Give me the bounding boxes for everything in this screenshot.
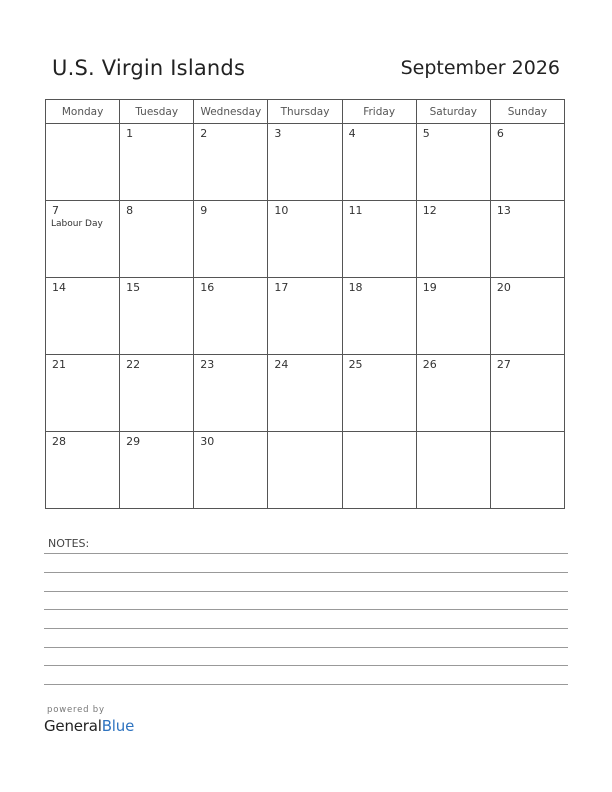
day-cell bbox=[268, 278, 342, 355]
day-cell bbox=[120, 124, 194, 201]
calendar-week-row bbox=[46, 432, 565, 509]
day-cell bbox=[342, 124, 416, 201]
day-cell bbox=[46, 278, 120, 355]
generalblue-logo[interactable] bbox=[44, 717, 134, 735]
day-cell bbox=[194, 201, 268, 278]
weekday-thursday: Thursday bbox=[268, 100, 342, 124]
day-cell bbox=[194, 124, 268, 201]
day-cell bbox=[268, 124, 342, 201]
day-cell bbox=[120, 355, 194, 432]
day-cell bbox=[194, 278, 268, 355]
note-line bbox=[44, 591, 568, 592]
day-number: 5 bbox=[422, 127, 430, 140]
note-line bbox=[44, 572, 568, 573]
day-cell bbox=[342, 201, 416, 278]
note-line bbox=[44, 609, 568, 610]
month-title: September 2026 bbox=[400, 57, 560, 79]
day-number: 16 bbox=[200, 281, 215, 294]
weekday-header-row bbox=[46, 100, 565, 124]
day-cell bbox=[490, 278, 564, 355]
day-number: 18 bbox=[348, 281, 363, 294]
calendar-grid bbox=[45, 99, 565, 509]
calendar-week-row bbox=[46, 124, 565, 201]
day-cell bbox=[268, 201, 342, 278]
day-cell bbox=[342, 355, 416, 432]
day-number: 21 bbox=[52, 358, 66, 371]
weekday-friday: Friday bbox=[342, 100, 416, 124]
powered-by-text: powered by bbox=[47, 705, 105, 715]
day-number: 3 bbox=[274, 127, 282, 140]
day-number: 26 bbox=[422, 358, 437, 371]
day-number: 29 bbox=[126, 435, 141, 448]
day-number: 2 bbox=[200, 127, 208, 140]
weekday-saturday: Saturday bbox=[416, 100, 490, 124]
day-cell bbox=[120, 278, 194, 355]
day-cell bbox=[120, 201, 194, 278]
calendar-week-row bbox=[46, 355, 565, 432]
day-cell bbox=[46, 124, 120, 201]
day-number: 22 bbox=[126, 358, 141, 371]
day-cell bbox=[490, 432, 564, 509]
calendar-week-row bbox=[46, 278, 565, 355]
day-cell bbox=[268, 432, 342, 509]
country-title: U.S. Virgin Islands bbox=[52, 56, 246, 80]
note-line bbox=[44, 665, 568, 666]
day-cell bbox=[194, 355, 268, 432]
day-number: 8 bbox=[126, 204, 134, 217]
calendar-body bbox=[46, 124, 565, 509]
day-cell bbox=[46, 355, 120, 432]
day-number: 11 bbox=[348, 204, 363, 217]
day-number: 4 bbox=[348, 127, 356, 140]
day-cell bbox=[342, 278, 416, 355]
day-number: 19 bbox=[422, 281, 437, 294]
day-number: 23 bbox=[200, 358, 215, 371]
weekday-sunday: Sunday bbox=[490, 100, 564, 124]
day-number: 15 bbox=[126, 281, 141, 294]
day-cell bbox=[416, 201, 490, 278]
day-number: 12 bbox=[422, 204, 437, 217]
day-number: 20 bbox=[496, 281, 511, 294]
day-number: 17 bbox=[274, 281, 289, 294]
day-number: 14 bbox=[52, 281, 66, 294]
day-cell bbox=[490, 355, 564, 432]
day-number: 6 bbox=[496, 127, 504, 140]
day-cell bbox=[342, 432, 416, 509]
weekday-wednesday: Wednesday bbox=[194, 100, 268, 124]
day-cell bbox=[490, 124, 564, 201]
notes-label: NOTES: bbox=[48, 537, 90, 550]
day-cell bbox=[416, 278, 490, 355]
day-number: 1 bbox=[126, 127, 134, 140]
holiday-label: Labour Day bbox=[51, 219, 103, 229]
day-number: 28 bbox=[52, 435, 66, 448]
day-number: 25 bbox=[348, 358, 363, 371]
day-number: 13 bbox=[496, 204, 511, 217]
day-cell bbox=[416, 355, 490, 432]
day-number: 30 bbox=[200, 435, 215, 448]
note-line bbox=[44, 647, 568, 648]
weekday-monday: Monday bbox=[46, 100, 120, 124]
day-number: 24 bbox=[274, 358, 289, 371]
logo-general: General bbox=[44, 717, 102, 735]
day-cell bbox=[416, 432, 490, 509]
day-number: 10 bbox=[274, 204, 289, 217]
day-number: 27 bbox=[496, 358, 511, 371]
day-cell bbox=[268, 355, 342, 432]
day-number: 7 bbox=[52, 204, 59, 217]
note-line bbox=[44, 628, 568, 629]
note-line bbox=[44, 684, 568, 685]
day-cell bbox=[46, 201, 120, 278]
day-cell bbox=[416, 124, 490, 201]
day-number: 9 bbox=[200, 204, 208, 217]
day-cell bbox=[194, 432, 268, 509]
calendar-week-row bbox=[46, 201, 565, 278]
logo-blue: Blue bbox=[101, 717, 135, 735]
note-line bbox=[44, 553, 568, 554]
day-cell bbox=[46, 432, 120, 509]
day-cell bbox=[120, 432, 194, 509]
day-cell bbox=[490, 201, 564, 278]
weekday-tuesday: Tuesday bbox=[120, 100, 194, 124]
